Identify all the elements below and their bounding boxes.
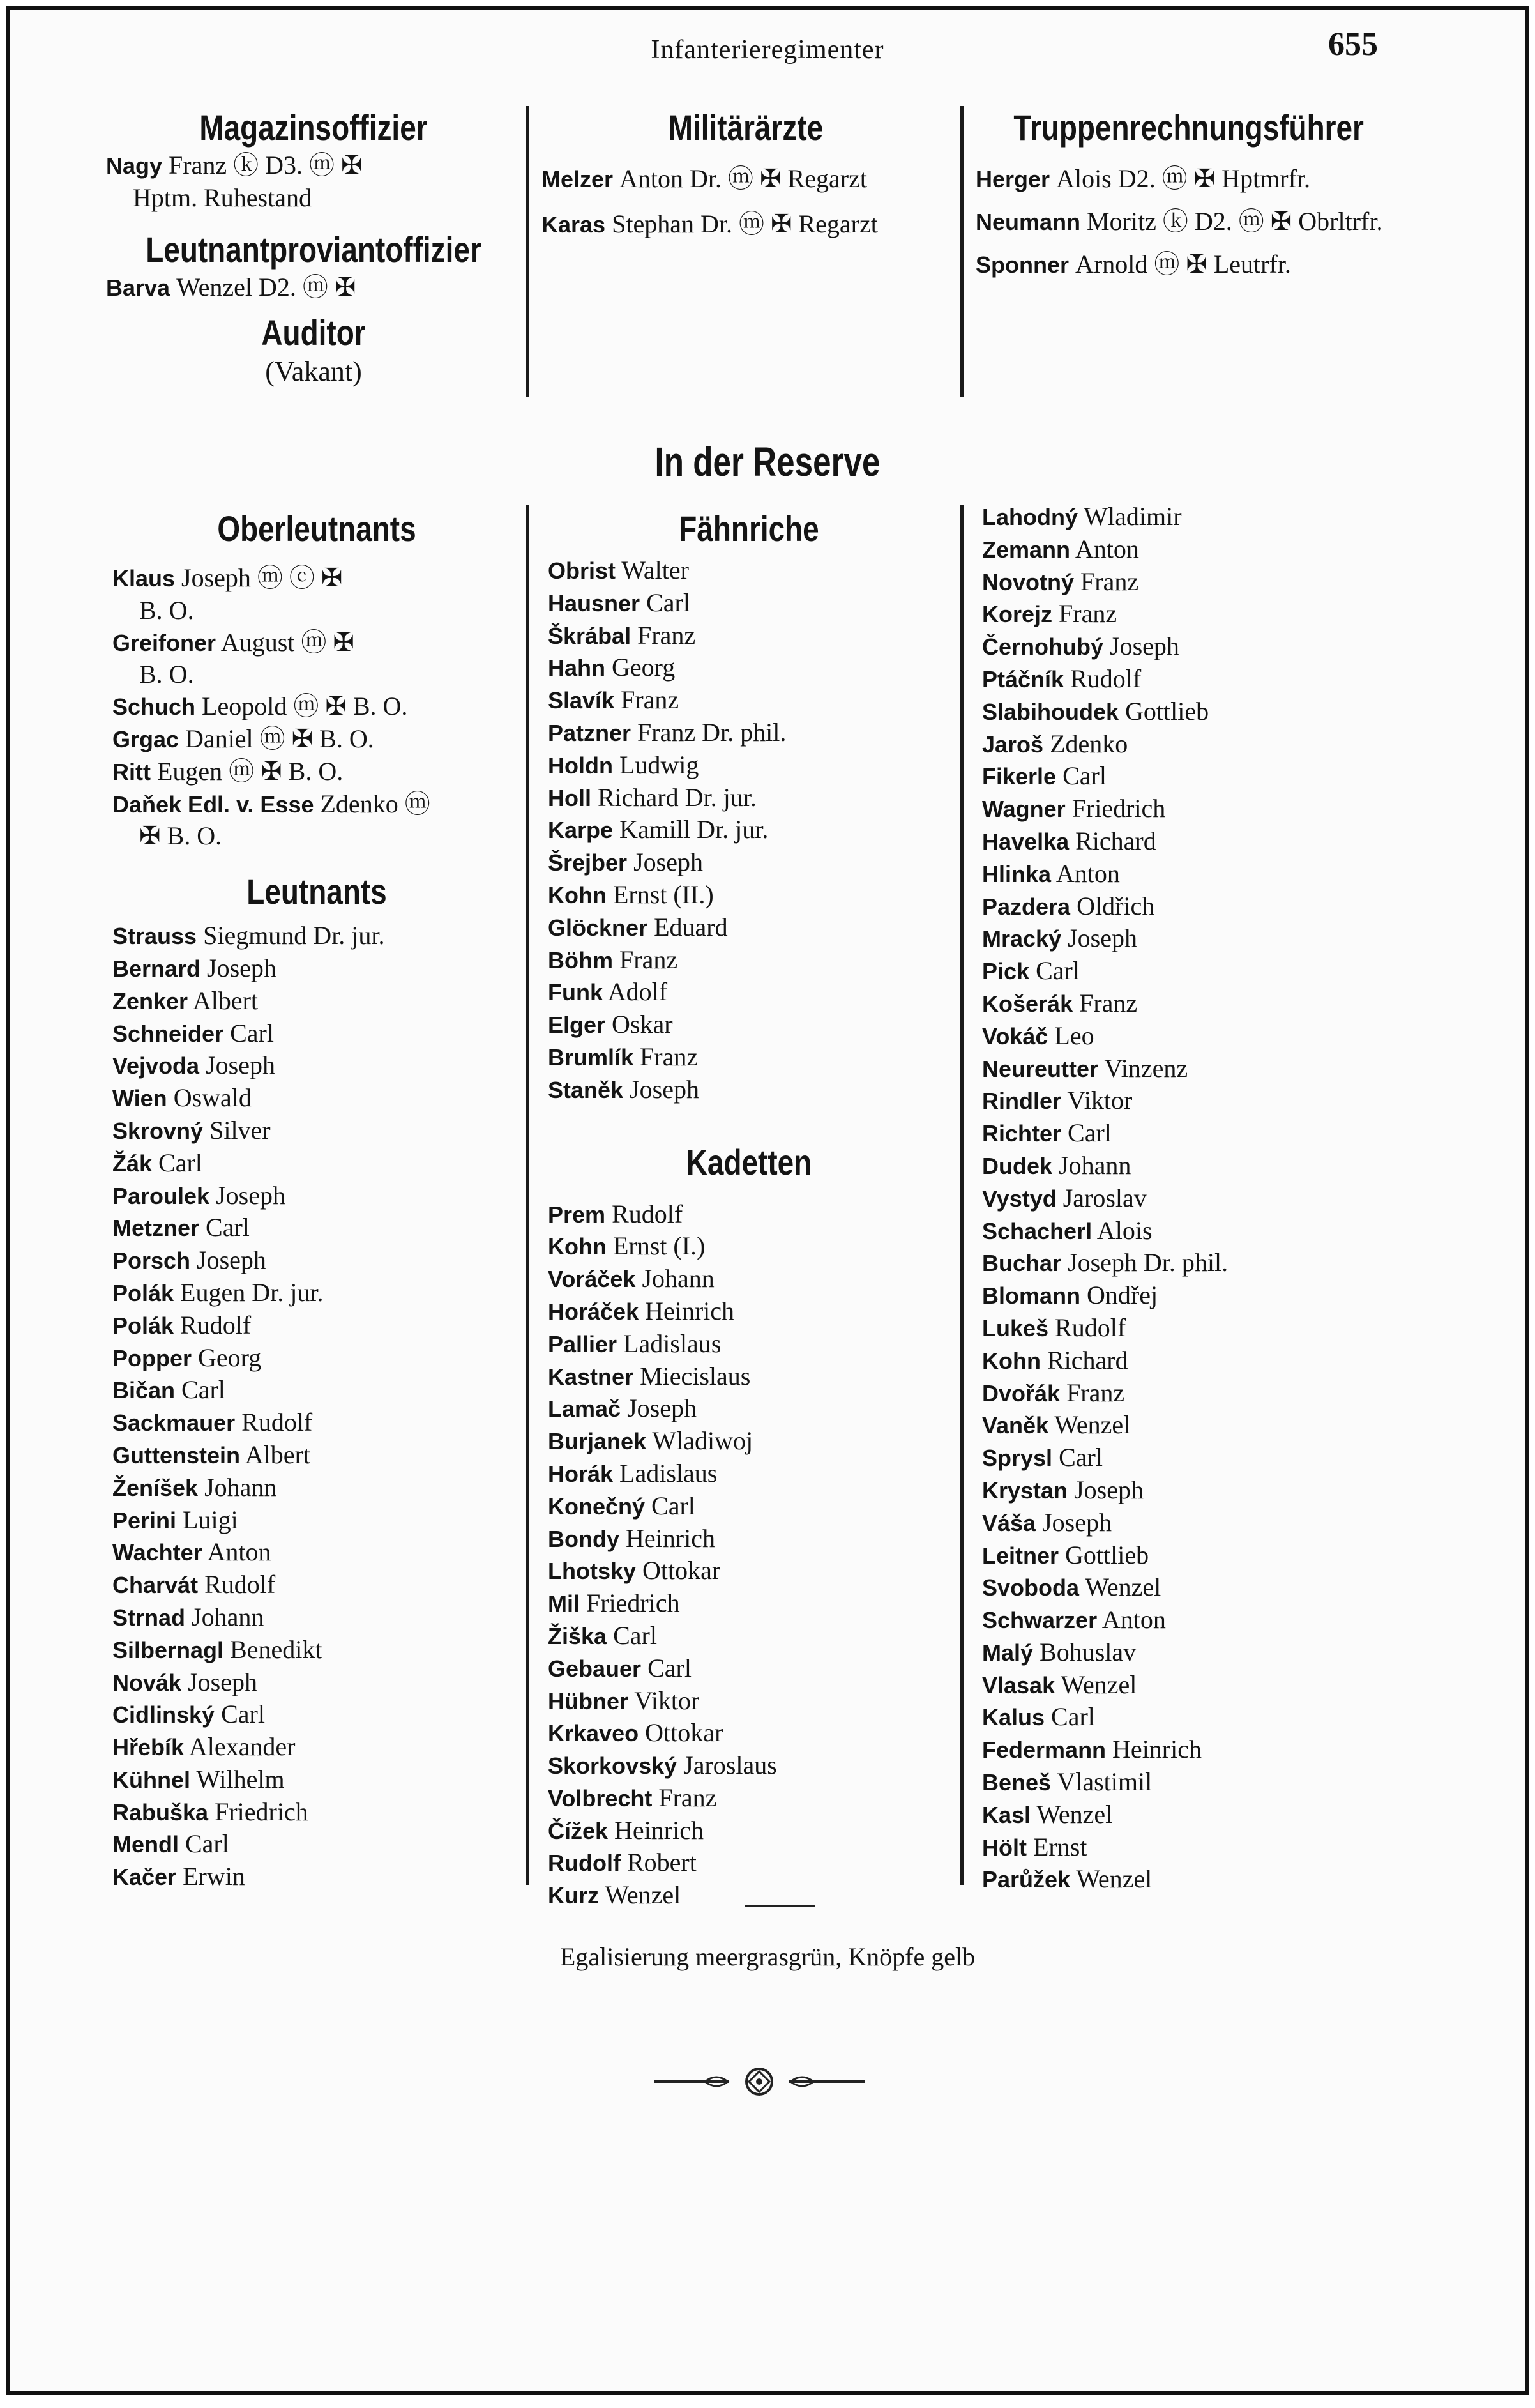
list-item: Čížek Heinrich [548, 1815, 704, 1845]
list-item: Zemann Anton [982, 534, 1139, 563]
section-heading: Auditor [261, 312, 366, 353]
section-heading: Oberleutnants [217, 508, 416, 549]
document-page [6, 6, 1529, 2395]
list-item: Grgac Daniel ⓜ ✠ B. O. [112, 724, 374, 753]
list-item: Bičan Carl [112, 1375, 225, 1405]
list-item: Richter Carl [982, 1118, 1112, 1148]
list-item: Váša Joseph [982, 1507, 1112, 1537]
list-item: Šrejber Joseph [548, 848, 703, 877]
column-divider [960, 106, 964, 397]
list-item: Metzner Carl [112, 1213, 250, 1242]
list-item: Perini Luigi [112, 1505, 238, 1534]
list-item: Hausner Carl [548, 588, 690, 617]
section-heading: Leutnantproviantoffizier [146, 229, 481, 270]
list-item: Skrovný Silver [112, 1115, 271, 1145]
kadetten-list [548, 1198, 950, 1912]
list-item: Hölt Ernst [982, 1832, 1087, 1861]
list-item: Blomann Ondřej [982, 1281, 1158, 1310]
list-item: Konečný Carl [548, 1491, 695, 1520]
list-item: Horáček Heinrich [548, 1296, 735, 1325]
list-item: Voráček Johann [548, 1264, 715, 1293]
list-item: Kohn Richard [982, 1345, 1128, 1375]
list-item: Guttenstein Albert [112, 1440, 310, 1469]
list-item: Glöckner Eduard [548, 912, 728, 941]
list-item-continuation: B. O. [139, 595, 194, 625]
list-item: Havelka Richard [982, 826, 1156, 855]
list-item: Škrábal Franz [548, 620, 696, 650]
list-item: Rudolf Robert [548, 1848, 697, 1877]
footer-note: Egalisierung meergrasgrün, Knöpfe gelb [559, 1942, 976, 1971]
faehnriche-list [548, 554, 950, 1106]
section-heading: Magazinsoffizier [199, 107, 428, 148]
column-divider [526, 106, 529, 397]
column-divider [960, 505, 964, 1885]
list-item: Novotný Franz [982, 567, 1139, 596]
list-item: Dvořák Franz [982, 1378, 1125, 1407]
list-item: Schwarzer Anton [982, 1605, 1166, 1635]
reserve-column-1 [112, 507, 521, 1893]
list-item: Hlinka Anton [982, 858, 1120, 888]
list-item: Pallier Ladislaus [548, 1329, 722, 1358]
list-item: Sponner Arnold ⓜ ✠ Leutrfr. [976, 250, 1291, 278]
list-item-continuation: Hptm. Ruhestand [133, 183, 312, 212]
list-item: Staněk Joseph [548, 1074, 699, 1104]
list-item: Sprysl Carl [982, 1443, 1103, 1472]
list-item: Jaroš Zdenko [982, 729, 1128, 758]
section-subtitle: (Vakant) [265, 356, 362, 388]
list-item: Vejvoda Joseph [112, 1051, 275, 1080]
list-item: Strnad Johann [112, 1602, 264, 1631]
list-item-continuation: B. O. [139, 660, 194, 689]
list-item: Ritt Eugen ⓜ ✠ B. O. [112, 756, 344, 786]
list-item: Kastner Miecislaus [548, 1361, 751, 1391]
list-item: Lamač Joseph [548, 1394, 697, 1423]
list-item: Lahodný Wladimir [982, 502, 1182, 531]
list-item: Kačer Erwin [112, 1862, 245, 1891]
list-item: Paroulek Joseph [112, 1180, 285, 1210]
list-item: Elger Oskar [548, 1010, 673, 1039]
oberleutnants-list [112, 562, 521, 852]
list-item: Nagy Franz ⓚ D3. ⓜ ✠ [106, 151, 363, 179]
list-item: Skorkovský Jaroslaus [548, 1751, 777, 1780]
list-item: Vystyd Jaroslav [982, 1183, 1147, 1212]
list-item: Fikerle Carl [982, 761, 1107, 791]
list-item: Slavík Franz [548, 685, 679, 715]
list-item: Vokáč Leo [982, 1021, 1094, 1050]
list-item: Bernard Joseph [112, 953, 276, 982]
section-heading: Fähnriche [679, 508, 819, 549]
list-item: Kohn Ernst (I.) [548, 1231, 706, 1261]
list-item: Mracký Joseph [982, 924, 1137, 953]
list-item: Krkaveo Ottokar [548, 1718, 723, 1748]
list-item: Slabihoudek Gottlieb [982, 696, 1209, 726]
list-item: Patzner Franz Dr. phil. [548, 717, 787, 747]
section-heading: Militärärzte [668, 107, 824, 148]
top-column-1 [106, 106, 521, 389]
list-item: Melzer Anton Dr. ⓜ ✠ Regarzt [541, 164, 867, 193]
list-item: Bondy Heinrich [548, 1523, 715, 1553]
list-item: Gebauer Carl [548, 1653, 692, 1682]
list-item: Wachter Anton [112, 1537, 271, 1567]
list-item: Pick Carl [982, 956, 1080, 986]
column-divider [526, 505, 529, 1885]
page-number: 655 [1328, 26, 1378, 63]
list-item: Žák Carl [112, 1148, 202, 1177]
list-item: Porsch Joseph [112, 1246, 266, 1275]
list-item: Wagner Friedrich [982, 794, 1166, 823]
list-item: Lukeš Rudolf [982, 1313, 1126, 1342]
list-item: Žiška Carl [548, 1620, 657, 1650]
list-item: Novák Joseph [112, 1667, 257, 1696]
reserve-column-3 [982, 501, 1397, 1896]
list-item: Rabuška Friedrich [112, 1797, 308, 1826]
list-item: Svoboda Wenzel [982, 1573, 1161, 1602]
list-item: Greifoner August ⓜ ✠ [112, 627, 354, 657]
list-item: Horák Ladislaus [548, 1458, 718, 1488]
list-item: Popper Georg [112, 1343, 262, 1372]
list-item: Ženíšek Johann [112, 1472, 277, 1502]
list-item: Polák Eugen Dr. jur. [112, 1277, 324, 1307]
list-item: Pazdera Oldřich [982, 891, 1155, 920]
list-item: Lhotsky Ottokar [548, 1556, 721, 1585]
list-item: Krystan Joseph [982, 1475, 1144, 1504]
top-column-3 [976, 106, 1397, 283]
list-item: Kasl Wenzel [982, 1799, 1113, 1829]
reserve-heading: In der Reserve [654, 439, 881, 485]
list-item: Barva Wenzel D2. ⓜ ✠ [106, 272, 356, 301]
list-item: Mil Friedrich [548, 1589, 680, 1618]
list-item: Holdn Ludwig [548, 750, 699, 779]
reserve-column-3-list [982, 501, 1397, 1896]
section-heading: Kadetten [686, 1141, 812, 1182]
list-item: Schacherl Alois [982, 1215, 1153, 1245]
list-item: Rindler Viktor [982, 1086, 1133, 1115]
list-item: Leitner Gottlieb [982, 1540, 1149, 1569]
reserve-column-2 [548, 507, 950, 1912]
list-item: Malý Bohuslav [982, 1637, 1137, 1666]
list-item: Vaněk Wenzel [982, 1410, 1131, 1440]
leutnants-list [112, 920, 521, 1893]
list-item: Neumann Moritz ⓚ D2. ⓜ ✠ Obrltrfr. [976, 207, 1383, 236]
list-item: Hřebík Alexander [112, 1732, 296, 1762]
list-item: Cidlinský Carl [112, 1700, 265, 1729]
running-title: Infanterieregimenter [651, 35, 884, 65]
list-item: Hübner Viktor [548, 1686, 700, 1715]
scroll-ornament-icon [654, 2066, 865, 2101]
list-item: Ptáčník Rudolf [982, 664, 1142, 693]
list-item: Volbrecht Franz [548, 1783, 717, 1812]
list-item: Korejz Franz [982, 599, 1117, 629]
list-item: Charvát Rudolf [112, 1570, 276, 1599]
list-item: Silbernagl Benedikt [112, 1635, 322, 1664]
list-item: Böhm Franz [548, 945, 678, 974]
list-item: Federmann Heinrich [982, 1735, 1202, 1764]
list-item: Klaus Joseph ⓜ ⓒ ✠ [112, 563, 343, 592]
list-item: Kurz Wenzel [548, 1880, 681, 1910]
list-item: Košerák Franz [982, 988, 1138, 1017]
list-item: Prem Rudolf [548, 1199, 683, 1228]
separator-rule [745, 1905, 815, 1907]
list-item-continuation: ✠ B. O. [139, 821, 222, 851]
list-item: Karpe Kamill Dr. jur. [548, 815, 769, 844]
list-item: Vlasak Wenzel [982, 1670, 1137, 1699]
list-item: Strauss Siegmund Dr. jur. [112, 921, 385, 950]
list-item: Schuch Leopold ⓜ ✠ B. O. [112, 692, 408, 721]
list-item: Mendl Carl [112, 1829, 229, 1859]
list-item: Funk Adolf [548, 977, 668, 1007]
list-item: Dudek Johann [982, 1150, 1131, 1180]
list-item: Burjanek Wladiwoj [548, 1426, 753, 1456]
list-item: Zenker Albert [112, 986, 259, 1015]
list-item: Černohubý Joseph [982, 632, 1179, 661]
list-item: Kohn Ernst (II.) [548, 880, 714, 909]
list-item: Kalus Carl [982, 1702, 1095, 1732]
list-item: Daňek Edl. v. Esse Zdenko ⓜ [112, 789, 430, 818]
list-item: Neureutter Vinzenz [982, 1053, 1188, 1083]
list-item: Wien Oswald [112, 1083, 252, 1113]
list-item: Schneider Carl [112, 1018, 274, 1048]
section-heading: Leutnants [246, 871, 387, 912]
section-heading: Truppenrechnungsführer [1013, 107, 1364, 148]
list-item: Beneš Vlastimil [982, 1767, 1153, 1797]
list-item: Holl Richard Dr. jur. [548, 782, 757, 812]
top-column-2 [541, 106, 950, 243]
list-item: Hahn Georg [548, 653, 676, 682]
list-item: Buchar Joseph Dr. phil. [982, 1248, 1229, 1277]
list-item: Sackmauer Rudolf [112, 1408, 313, 1437]
list-item: Kühnel Wilhelm [112, 1764, 285, 1794]
list-item: Parůžek Wenzel [982, 1864, 1153, 1894]
list-item: Karas Stephan Dr. ⓜ ✠ Regarzt [541, 210, 878, 238]
list-item: Polák Rudolf [112, 1310, 252, 1339]
list-item: Herger Alois D2. ⓜ ✠ Hptmrfr. [976, 164, 1311, 193]
list-item: Obrist Walter [548, 556, 689, 584]
list-item: Brumlík Franz [548, 1042, 699, 1071]
